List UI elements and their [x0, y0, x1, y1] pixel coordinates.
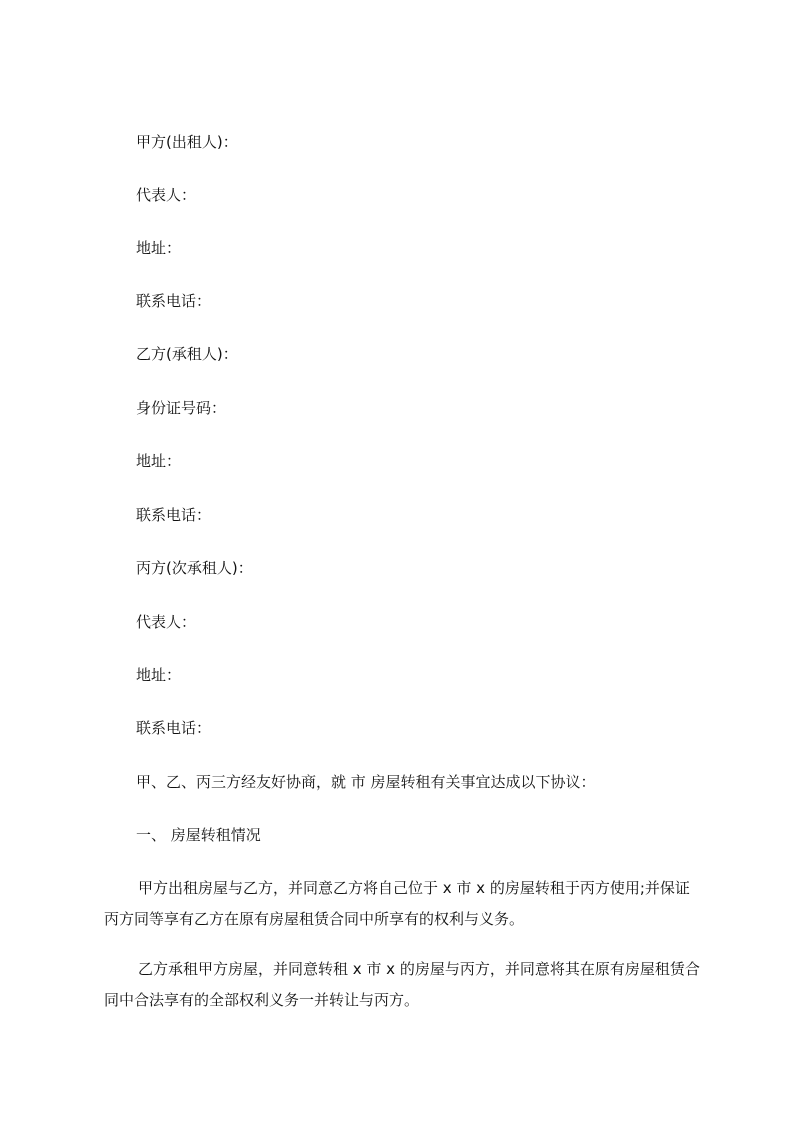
- party-a-phone: 联系电话：: [136, 292, 212, 310]
- party-b-address: 地址：: [136, 452, 182, 470]
- section-1-title: 一、 房屋转租情况: [136, 826, 261, 844]
- party-a-representative: 代表人：: [136, 186, 197, 204]
- party-a-address: 地址：: [136, 239, 182, 257]
- party-b-heading: 乙方(承租人)：: [136, 345, 238, 363]
- section-1-paragraph-1: 甲方出租房屋与乙方，并同意乙方将自己位于 x 市 x 的房屋转租于丙方使用;并保证丙方同等享有乙方在原有房屋租赁合同中所享有的权利与义务。: [104, 879, 690, 928]
- section-1-paragraph-2: 乙方承租甲方房屋，并同意转租 x 市 x 的房屋与丙方，并同意将其在原有房屋租赁合同中合法享有的全部权利义务一并转让与丙方。: [104, 960, 700, 1009]
- party-c-address: 地址：: [136, 666, 182, 684]
- party-a-heading: 甲方(出租人)：: [136, 133, 238, 151]
- party-c-phone: 联系电话：: [136, 719, 212, 737]
- agreement-intro: 甲、乙、丙三方经友好协商，就 市 房屋转租有关事宜达成以下协议：: [136, 773, 596, 791]
- party-b-id-number: 身份证号码：: [136, 399, 227, 417]
- party-b-phone: 联系电话：: [136, 506, 212, 524]
- party-c-representative: 代表人：: [136, 613, 197, 631]
- party-c-heading: 丙方(次承租人)：: [136, 559, 253, 577]
